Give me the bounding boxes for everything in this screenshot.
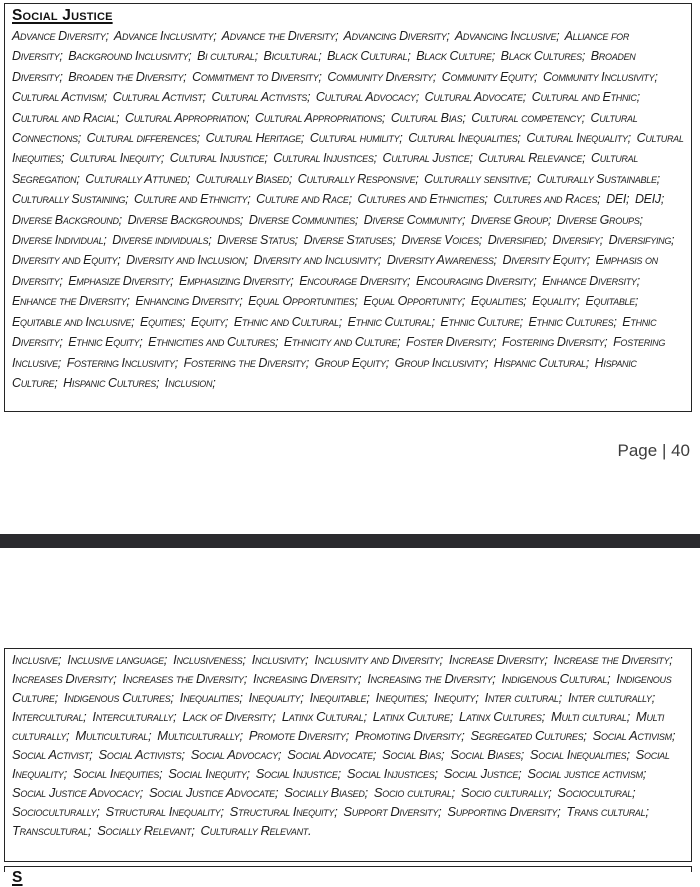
section-heading-social-justice: Social Justice — [12, 7, 113, 24]
page-number-label: Page | 40 — [617, 441, 690, 460]
next-section-heading-partial: S — [12, 869, 23, 886]
term-list-page-40: Advance Diversity; Advance Inclusivity; Advance the Diversity; Advancing Diversity; Advancing Inclusive; Alliance for Diversity; Background Inclusivity; Bi cultural; Bicultural; Black Cultural; Black Culture; Black Cultures; Broaden Diversity; Broaden the Diversity; Commitment to Diversity; Community Diversity; Community Equity; Community Inclusivity; Cultural Activism; Cultural Activist; Cultural Activists; Cultural Advocacy; Cultural Advocate; Cultural and Ethnic; Cultural and Racial; Cultural Appropriation; Cultural Appropriations; Cultural Bias; Cultural competency; Cultural Connections; Cultural differences; Cultural Heritage; Cultural humility; Cultural Inequalities; Cultural Inequality; Cultural Inequities; Cultural Inequity; Cultural Injustice; Cultural Injustices; Cultural Justice; Cultural Relevance; Cultural Segregation; Culturally Attuned; Culturally Biased; Culturally Responsive; Culturally sensitive; Culturally Sustainable; Culturally Sustaining; Culture and Ethnicity; Culture and Race; Cultures and Ethnicities; Cultures and Races; DEI; DEIJ; Diverse Background; Diverse Backgrounds; Diverse Communities; Diverse Community; Diverse Group; Diverse Groups; Diverse Individual; Diverse individuals; Diverse Status; Diverse Statuses; Diverse Voices; Diversified; Diversify; Diversifying; Diversity and Equity; Diversity and Inclusion; Diversity and Inclusivity; Diversity Awareness; Diversity Equity; Emphasis on Diversity; Emphasize Diversity; Emphasizing Diversity; Encourage Diversity; Encouraging Diversity; Enhance Diversity; Enhance the Diversity; Enhancing Diversity; Equal Opportunities; Equal Opportunity; Equalities; Equality; Equitable; Equitable and Inclusive; Equities; Equity; Ethnic and Cultural; Ethnic Cultural; Ethnic Culture; Ethnic Cultures; Ethnic Diversity; Ethnic Equity; Ethnicities and Cultures; Ethnicity and Culture; Foster Diversity; Fostering Diversity; Fostering Inclusive; Fostering Inclusivity; Fostering the Diversity; Group Equity; Group Inclusivity; Hispanic Cultural; Hispanic Culture; Hispanic Cultures; Inclusion; — [12, 29, 684, 390]
term-box-next-page — [4, 648, 692, 862]
term-box-page-40 — [4, 3, 692, 412]
next-section-box-partial — [4, 866, 692, 886]
page-separator-bar — [0, 534, 700, 548]
term-list-next-page: Inclusive; Inclusive language; Inclusiveness; Inclusivity; Inclusivity and Diversity; Increase Diversity; Increase the Diversity; Increases Diversity; Increases the Diversity; Increasing Diversity; Increasing the Diversity; Indigenous Cultural; Indigenous Culture; Indigenous Cultures; Inequalities; Inequality; Inequitable; Inequities; Inequity; Inter cultural; Inter culturally; Intercultural; Interculturally; Lack of Diversity; Latinx Cultural; Latinx Culture; Latinx Cultures; Multi cultural; Multi culturally; Multicultural; Multiculturally; Promote Diversity; Promoting Diversity; Segregated Cultures; Social Activism; Social Activist; Social Activists; Social Advocacy; Social Advocate; Social Bias; Social Biases; Social Inequalities; Social Inequality; Social Inequities; Social Inequity; Social Injustice; Social Injustices; Social Justice; Social justice activism; Social Justice Advocacy; Social Justice Advocate; Socially Biased; Socio cultural; Socio culturally; Sociocultural; Socioculturally; Structural Inequality; Structural Inequity; Support Diversity; Supporting Diversity; Trans cultural; Transcultural; Socially Relevant; Culturally Relevant. — [12, 652, 679, 838]
